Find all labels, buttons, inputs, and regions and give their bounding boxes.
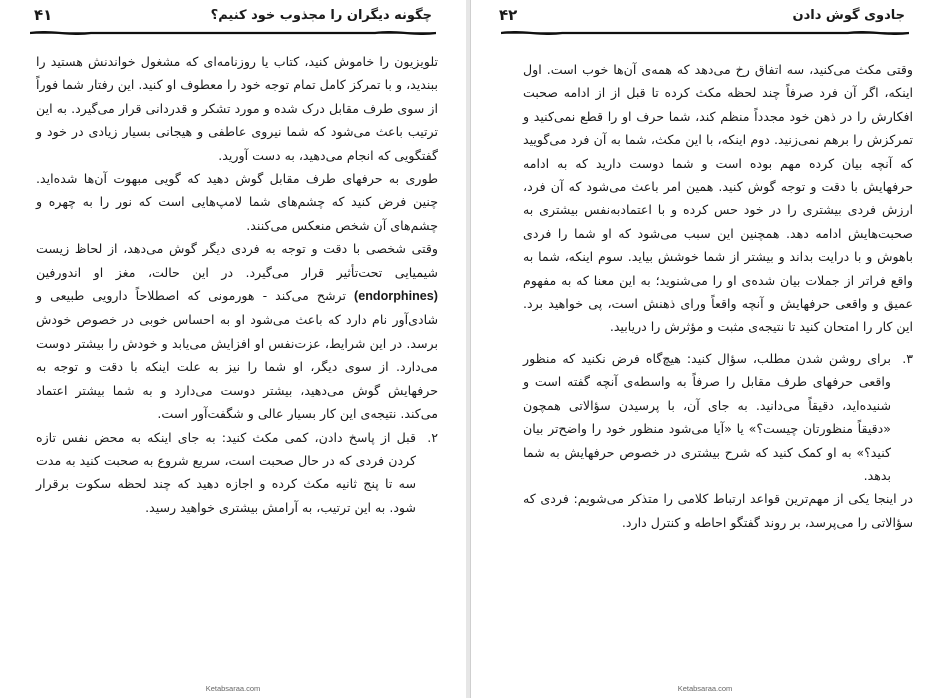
- numbered-item: [523, 347, 913, 487]
- right-page: [470, 0, 938, 698]
- right-page-number: ۴۲: [499, 6, 518, 24]
- item-text: برای روشن شدن مطلب، سؤال کنید: هیچ‌گاه فرض نکنید که منظور واقعی حرفهای طرف مقابل را صرفاً به واسطه‌ی آنچه گفته است و شنیده‌اید، دقیقاً می‌دانید. به جای آن، با پرسیدن سؤالاتی همچون «دقیقاً منظورتان چیست؟» یا «آیا می‌شود منظور خود را واضح‌تر بیان کنید؟» به او کمک کنید که شرح بیشتری در خصوص حرفهایش به شما بدهد.: [523, 350, 891, 483]
- paragraph-text: ترشح می‌کند - هورمونی که اصطلاحاً دارویی طبیعی و شادی‌آور نام دارد که باعث می‌شود او به احساس خوبی در خصوص خودش برسد. در این شرایط، عزت‌نفس او افزایش می‌یابد و خودش را بیشتر دوست می‌دارد. از سوی دیگر، او شما را نیز به علت اینکه با دقت و توجه به حرفهایش گوش می‌دهید، بیشتر دوست می‌دارد و به شما بیشتر اعتماد می‌کند. نتیجه‌ی این کار بسیار عالی و شگفت‌آور است.: [36, 288, 438, 422]
- left-page: [0, 0, 467, 698]
- paragraph-text: وقتی شخصی با دقت و توجه به فردی دیگر گوش می‌دهد، از لحاظ زیست شیمیایی تحت‌تأثیر قرار می‌گیرد. در این حالت، مغز او اندورفین: [36, 241, 438, 280]
- right-page-header: [499, 6, 905, 28]
- paragraph: در اینجا یکی از مهم‌ترین قواعد ارتباط کلامی را متذکر می‌شویم: فردی که سؤالاتی را می‌پرسد، بر روند گفتگو احاطه و کنترل دارد.: [523, 491, 913, 530]
- left-page-header: [34, 6, 432, 28]
- item-number: ۲.: [427, 429, 438, 445]
- right-header-rule: [501, 30, 909, 36]
- header-ornament-line: [501, 30, 909, 36]
- numbered-item: [36, 426, 438, 520]
- paragraph: وقتی مکث می‌کنید، سه اتفاق رخ می‌دهد که همه‌ی آن‌ها خوب است. اول اینکه، اگر آن فرد صرفاً چند لحظه مکث کرده تا قبل از از ادامه صحبت افکارش را در ذهن خود مجدداً منظم کند، شما حرف او را قطع نمی‌کنید و تمرکزش را برهم نمی‌زنید. دوم اینکه، با این مکث، شما به آن فرد می‌گویید که آنچه بیان کرده مهم بوده است و شما دوست دارید که به ادامه حرفهایش با دقت و توجه گوش کنید. همین امر باعث می‌شود که آن فرد، ارزش فردی بیشتری را در خود حس کرده و با اعتمادبه‌نفس بیشتری به صحبت‌هایش ادامه دهد. همچنین این سبب می‌شود که او شما را فردی باهوش و با درایت بداند و بیشتر از شما خوشش بیاید. سوم اینکه، شما به واقع فراتر از جملات بیان شده‌ی او را می‌شنوید؛ به این معنا که به مفهوم عمیق و واقعی حرفهایش و آنچه واقعاً ورای ذهنش است، پی خواهید برد. این کار را امتحان کنید تا نتیجه‌ی مثبت و مؤثرش را دریابید.: [523, 62, 913, 335]
- right-page-body: [523, 58, 913, 534]
- right-page-footer: Ketabsaraa.com: [677, 684, 733, 693]
- right-page-header-title: جادوی گوش دادن: [792, 8, 905, 23]
- paragraph: طوری به حرفهای طرف مقابل گوش دهید که گویی مبهوت آن‌ها شده‌اید. چنین فرض کنید که چشم‌های شما لامپ‌هایی است که نور را به چهره و چشم‌های آن شخص منعکس می‌کنند.: [36, 171, 438, 233]
- header-ornament-line: [30, 30, 436, 36]
- item-text: قبل از پاسخ دادن، کمی مکث کنید: به جای اینکه به محض نفس تازه کردن فردی که در حال صحبت است، سریع شروع به صحبت کنید به مدت سه تا پنج ثانیه مکث کرده و اجازه دهید که چند لحظه سکوت برقرار شود. به این ترتیب، به آرامش بیشتری خواهید رسید.: [36, 429, 416, 515]
- left-page-number: ۴۱: [34, 6, 53, 24]
- paragraph: تلویزیون را خاموش کنید، کتاب یا روزنامه‌ای که مشغول خواندنش هستید را ببندید، و با تمرکز کامل تمام توجه خود را معطوف او کنید. این رفتار شما فوراً از سوی طرف مقابل درک شده و مورد تشکر و قدردانی قرار می‌گیرد. به این ترتیب باعث می‌شود که شما نیروی عاطفی و هیجانی بسیار زیادی در خود و گفتگویی که انجام می‌دهید، به دست آورید.: [36, 54, 438, 163]
- left-header-rule: [30, 30, 436, 36]
- english-term: (endorphines): [354, 289, 438, 304]
- item-number: ۳.: [902, 350, 913, 366]
- left-page-header-title: چگونه دیگران را مجذوب خود کنیم؟: [210, 8, 432, 23]
- paragraph: [36, 237, 438, 425]
- left-page-body: [36, 50, 438, 519]
- left-page-footer: Ketabsaraa.com: [205, 684, 261, 693]
